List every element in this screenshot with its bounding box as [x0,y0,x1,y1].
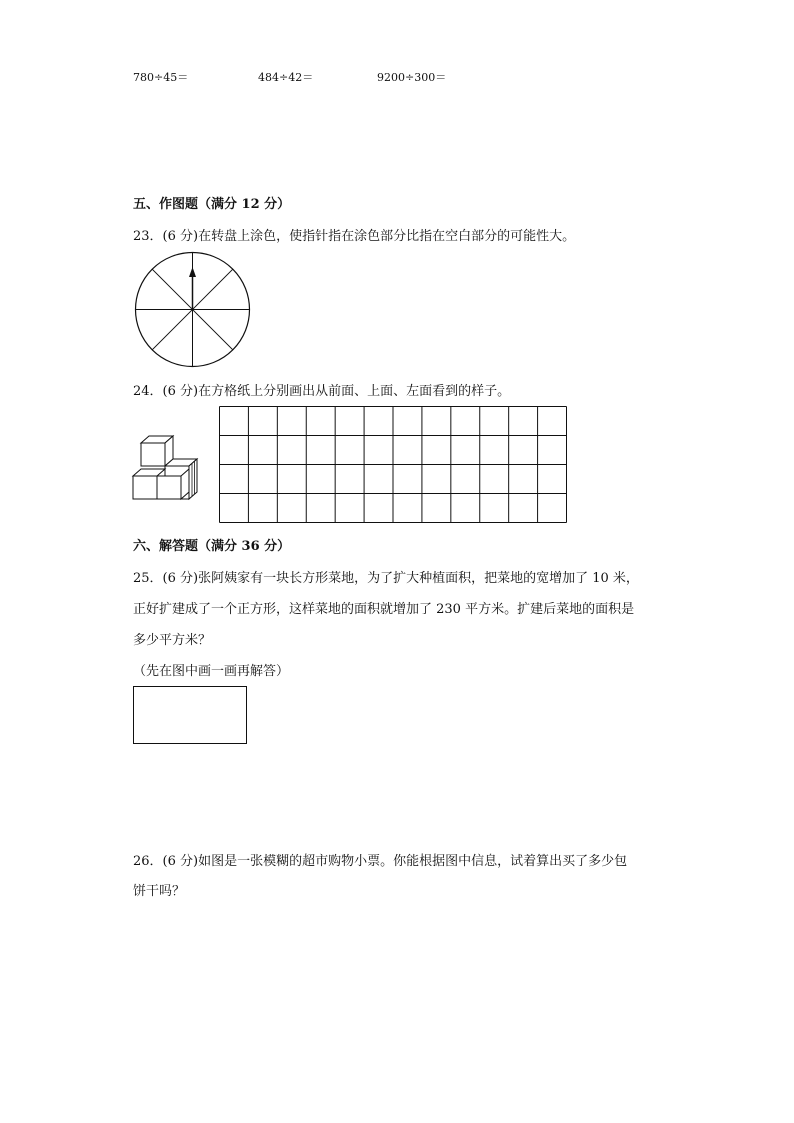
question-23: 23．(6 分)在转盘上涂色，使指针指在涂色部分比指在空白部分的可能性大。 [133,229,576,244]
question-25-line-2: 正好扩建成了一个正方形，这样菜地的面积就增加了 230 平方米。扩建后菜地的面积是 [133,602,635,617]
cube-stack-figure [132,434,202,502]
equation-3: 9200÷300＝ [377,71,447,84]
equation-1: 780÷45＝ [133,71,189,84]
vegetable-field-rectangle [133,686,247,744]
section-5-title: 五、作图题（满分 12 分） [133,197,291,212]
equation-2: 484÷42＝ [258,71,314,84]
question-24: 24．(6 分)在方格纸上分别画出从前面、上面、左面看到的样子。 [133,384,511,399]
question-25-hint: （先在图中画一画再解答） [133,664,290,679]
spinner-wheel [134,251,251,368]
question-26-line-2: 饼干吗？ [133,884,186,899]
grid-paper [219,406,567,523]
section-6-title: 六、解答题（满分 36 分） [133,539,291,554]
question-25-line-1: 25．(6 分)张阿姨家有一块长方形菜地，为了扩大种植面积，把菜地的宽增加了 10 米， [133,571,639,586]
question-25-line-3: 多少平方米？ [133,633,212,648]
question-26-line-1: 26．(6 分)如图是一张模糊的超市购物小票。你能根据图中信息，试着算出买了多少包 [133,854,628,869]
pointer-arrow-icon [189,267,196,310]
